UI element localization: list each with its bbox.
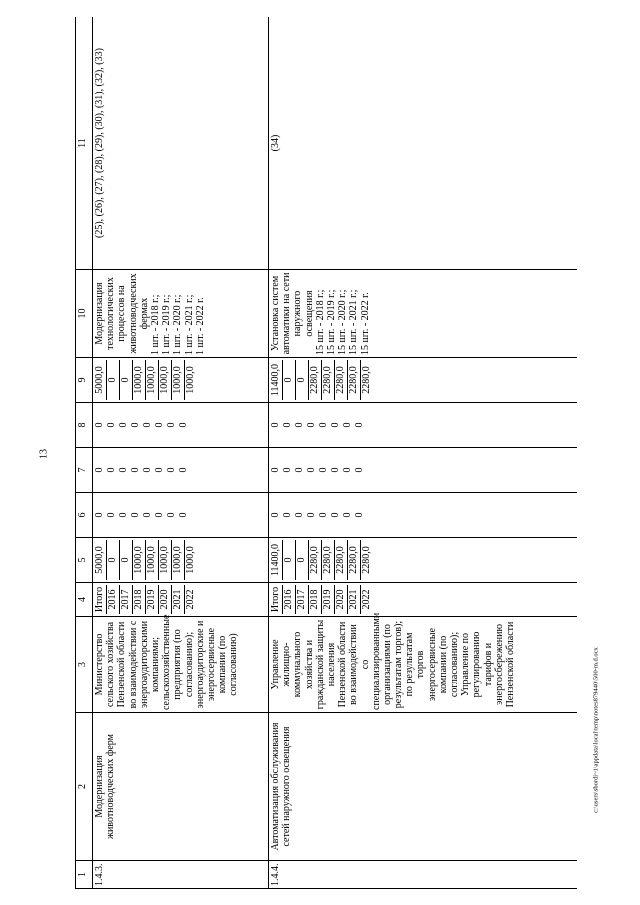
col5-value: 2280,0 xyxy=(309,540,322,580)
col6-value: 0 xyxy=(94,512,105,518)
rotated-table-area xyxy=(75,17,577,889)
result-item: 15 шт. - 2020 г.; xyxy=(337,289,349,355)
years-value: 2020 xyxy=(159,585,172,614)
measure-name: Автоматизация обслуживания сетей наружного освещения xyxy=(269,713,578,861)
col6-value: 0 xyxy=(270,512,281,518)
page-number: 13 xyxy=(38,449,50,459)
result-item: 15 шт. - 2022 г. xyxy=(359,292,371,355)
col6-cell xyxy=(93,493,269,538)
col5-value: 11400,0 xyxy=(270,540,283,580)
col5-value: 5000,0 xyxy=(94,540,107,580)
header-cell: 2 xyxy=(76,713,93,861)
col5-value: 1000,0 xyxy=(185,546,196,574)
col7-cell xyxy=(93,448,269,493)
col6-value: 0 xyxy=(118,512,129,518)
years-value: 2017 xyxy=(296,585,309,614)
col5-value: 0 xyxy=(107,540,120,580)
program-measures-table xyxy=(75,17,577,889)
col7-value: 0 xyxy=(166,467,177,473)
col5-value: 2280,0 xyxy=(348,540,361,580)
years-value: Итого xyxy=(94,586,105,613)
col7-cell xyxy=(269,448,578,493)
col9-cell xyxy=(269,358,578,403)
header-row xyxy=(76,17,93,889)
header-cell: 1 xyxy=(76,861,93,889)
col8-value: 0 xyxy=(154,422,165,428)
col7-value: 0 xyxy=(294,467,305,473)
years-value: 2016 xyxy=(283,585,296,614)
col7-value: 0 xyxy=(130,467,141,473)
years-cell xyxy=(93,583,269,617)
col9-value: 2280,0 xyxy=(322,360,335,400)
result-item: 1 шт. - 2018 г.; xyxy=(149,294,161,355)
col5-value: 1000,0 xyxy=(159,540,172,580)
col9-cell xyxy=(93,358,269,403)
years-value: 2021 xyxy=(348,585,361,614)
header-cell: 6 xyxy=(76,493,93,538)
col5-value: 0 xyxy=(120,540,133,580)
header-cell: 4 xyxy=(76,583,93,617)
col9-value: 11400,0 xyxy=(270,360,283,400)
col7-value: 0 xyxy=(178,467,189,473)
col8-value: 0 xyxy=(354,422,365,428)
col7-value: 0 xyxy=(318,467,329,473)
col6-value: 0 xyxy=(166,512,177,518)
col9-value: 0 xyxy=(120,360,133,400)
indicators: (25), (26), (27), (28), (29), (30), (31), (32), (33) xyxy=(93,17,269,270)
years-value: 2021 xyxy=(172,585,185,614)
col9-value: 0 xyxy=(296,360,309,400)
col8-value: 0 xyxy=(130,422,141,428)
years-value: 2017 xyxy=(120,585,133,614)
col8-cell xyxy=(269,403,578,448)
col6-value: 0 xyxy=(330,512,341,518)
header-cell: 8 xyxy=(76,403,93,448)
col9-value: 1000,0 xyxy=(159,360,172,400)
col6-value: 0 xyxy=(294,512,305,518)
col5-value: 1000,0 xyxy=(146,540,159,580)
col7-value: 0 xyxy=(106,467,117,473)
col6-value: 0 xyxy=(318,512,329,518)
col8-value: 0 xyxy=(178,422,189,428)
years-value: 2018 xyxy=(309,585,322,614)
executor: Министерство сельского хозяйства Пензенской области во взаимодействии с энергоаудиторскими компаниями; сельскохозяйственные предприятия (по согласованию); энергоаудиторские и энергосервисные компании (по согласованию) xyxy=(93,617,269,713)
col9-value: 1000,0 xyxy=(133,360,146,400)
col6-value: 0 xyxy=(106,512,117,518)
result-title: Модернизация технологических процессов на животноводческих фермах xyxy=(94,273,150,354)
col8-value: 0 xyxy=(166,422,177,428)
col7-value: 0 xyxy=(354,467,365,473)
col9-value: 2280,0 xyxy=(348,360,361,400)
header-cell: 11 xyxy=(76,17,93,270)
result-item: 1 шт. - 2022 г. xyxy=(194,297,206,355)
row-number: 1.4.3. xyxy=(93,861,269,889)
col7-value: 0 xyxy=(142,467,153,473)
header-cell: 10 xyxy=(76,270,93,358)
col8-value: 0 xyxy=(342,422,353,428)
col5-value: 2280,0 xyxy=(322,540,335,580)
col5-value: 0 xyxy=(283,540,296,580)
col7-value: 0 xyxy=(94,467,105,473)
col8-value: 0 xyxy=(142,422,153,428)
col9-value: 1000,0 xyxy=(146,360,159,400)
result-item: 1 шт. - 2021 г.; xyxy=(183,294,195,355)
executor: Управление жилищно-коммунального хозяйства и гражданской защиты населения Пензенской области во взаимодействии со специализированными организациями (по результатам торгов); по результатам торгов энергосервисные компании (по согласованию); Управление по регулированию тарифов и энергосбережению Пензенской области xyxy=(269,617,578,713)
footer-file-path: c:\users\sbordi~1\appdata\local\temp\notes879440\500-m.d.ocx xyxy=(592,647,600,813)
result-item: 1 шт. - 2020 г.; xyxy=(172,294,184,355)
result-item: 15 шт. - 2021 г.; xyxy=(348,289,360,355)
col7-value: 0 xyxy=(342,467,353,473)
years-value: 2020 xyxy=(335,585,348,614)
col5-value: 1000,0 xyxy=(133,540,146,580)
col9-value: 5000,0 xyxy=(94,360,107,400)
col8-value: 0 xyxy=(94,422,105,428)
col5-value: 2280,0 xyxy=(361,546,372,574)
years-value: 2022 xyxy=(185,589,196,610)
years-cell xyxy=(269,583,578,617)
col7-value: 0 xyxy=(118,467,129,473)
years-value: 2019 xyxy=(146,585,159,614)
col9-value: 0 xyxy=(107,360,120,400)
col7-value: 0 xyxy=(154,467,165,473)
col5-cell xyxy=(269,538,578,583)
col8-value: 0 xyxy=(282,422,293,428)
result-title: Установка систем автоматики на сети наружного освещения xyxy=(270,272,315,355)
result-item: 15 шт. - 2018 г.; xyxy=(314,289,326,355)
col6-value: 0 xyxy=(282,512,293,518)
col6-value: 0 xyxy=(130,512,141,518)
years-value: Итого xyxy=(270,586,281,613)
col9-value: 1000,0 xyxy=(172,360,185,400)
col8-value: 0 xyxy=(330,422,341,428)
col6-value: 0 xyxy=(142,512,153,518)
col7-value: 0 xyxy=(282,467,293,473)
result-item: 1 шт. - 2019 г.; xyxy=(161,294,173,355)
col6-value: 0 xyxy=(154,512,165,518)
expected-result xyxy=(93,270,269,358)
col8-value: 0 xyxy=(106,422,117,428)
years-value: 2022 xyxy=(361,589,372,610)
col8-value: 0 xyxy=(318,422,329,428)
col6-value: 0 xyxy=(178,512,189,518)
row-number: 1.4.4. xyxy=(269,861,578,889)
col6-cell xyxy=(269,493,578,538)
col6-value: 0 xyxy=(342,512,353,518)
years-value: 2016 xyxy=(107,585,120,614)
table-wrapper xyxy=(75,17,577,889)
header-cell: 7 xyxy=(76,448,93,493)
col5-value: 1000,0 xyxy=(172,540,185,580)
table-row xyxy=(93,17,269,889)
header-cell: 3 xyxy=(76,617,93,713)
expected-result xyxy=(269,270,578,358)
col8-value: 0 xyxy=(270,422,281,428)
measure-name: Модернизация животноводческих ферм xyxy=(93,713,269,861)
years-value: 2019 xyxy=(322,585,335,614)
result-item: 15 шт. - 2019 г.; xyxy=(325,289,337,355)
col9-value: 2280,0 xyxy=(361,366,372,394)
table-row xyxy=(269,17,578,889)
col8-cell xyxy=(93,403,269,448)
col7-value: 0 xyxy=(306,467,317,473)
col6-value: 0 xyxy=(306,512,317,518)
indicators: (34) xyxy=(269,17,578,270)
col8-value: 0 xyxy=(118,422,129,428)
header-cell: 9 xyxy=(76,358,93,403)
col9-value: 1000,0 xyxy=(185,366,196,394)
col9-value: 2280,0 xyxy=(309,360,322,400)
col5-value: 2280,0 xyxy=(335,540,348,580)
col8-value: 0 xyxy=(294,422,305,428)
col9-value: 0 xyxy=(283,360,296,400)
col8-value: 0 xyxy=(306,422,317,428)
header-cell: 5 xyxy=(76,538,93,583)
col7-value: 0 xyxy=(330,467,341,473)
col5-cell xyxy=(93,538,269,583)
col6-value: 0 xyxy=(354,512,365,518)
years-value: 2018 xyxy=(133,585,146,614)
col9-value: 2280,0 xyxy=(335,360,348,400)
col7-value: 0 xyxy=(270,467,281,473)
col5-value: 0 xyxy=(296,540,309,580)
